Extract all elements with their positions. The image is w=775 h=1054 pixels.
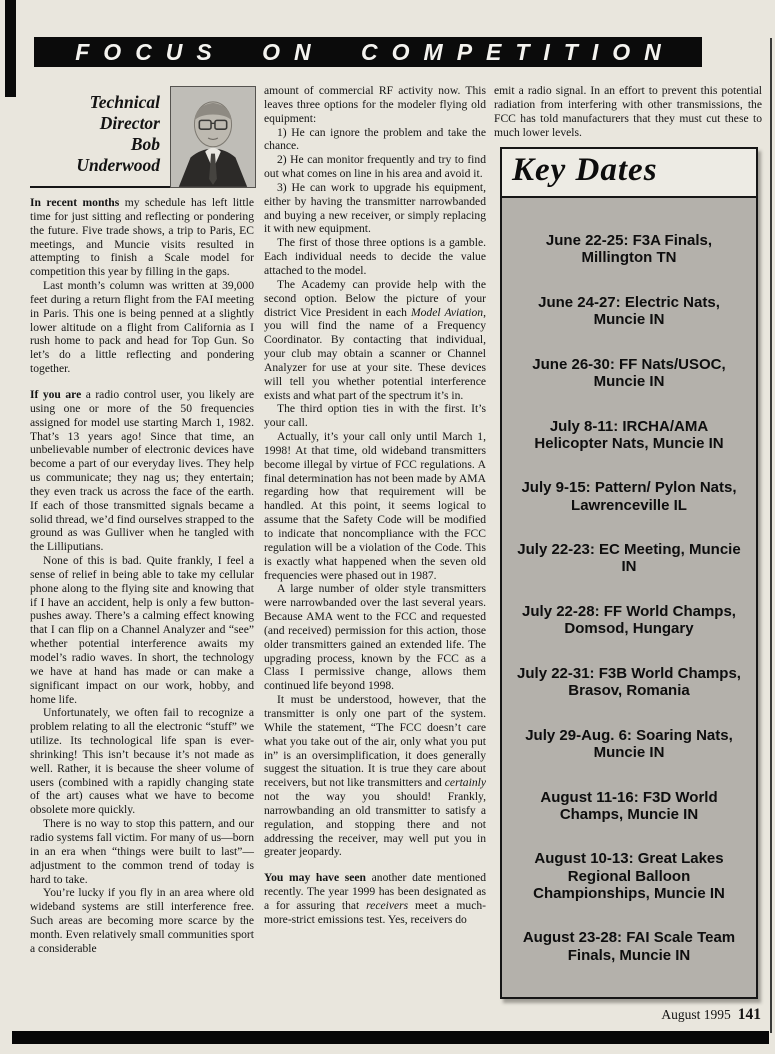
article-column-3	[494, 84, 762, 999]
key-dates-list	[502, 198, 756, 997]
article-paragraph: It must be understood, however, that the transmitter is only one part of the system. While the statement, “The FCC doesn’t care what you take out of the air, only what you put in” is an oversimplification, it does generally suggest the situation. It is true they care about receivers, but not like transmitters and certainly not the way you should! Frankly, narrowbanding an old transmitter to satisfy a regulation, and stopping there and not addressing the receiver, may well put you in greater jeopardy.	[264, 693, 486, 859]
issue-date: August 1995	[661, 1007, 731, 1022]
byline-line: Technical	[89, 92, 160, 112]
article-paragraph: Actually, it’s your call only until March 1, 1998! At that time, old wideband transmitters become illegal by virtue of FCC regulations. A final determination has not been made by AMA regarding how that requirement will be handled. At this point, it seems logical to assume that the Safety Code will be modified to indicate that noncompliance with the FCC regulation will be a violation of the Code. This is exactly what happened when the seven old frequencies were phased out in 1987.	[264, 430, 486, 582]
key-date-item: July 22-28: FF World Champs, Domsod, Hungary	[522, 603, 736, 638]
key-dates-title: Key Dates	[512, 152, 658, 189]
article-list-item: 1) He can ignore the problem and take the chance.	[264, 125, 486, 153]
left-edge-bar	[5, 0, 16, 97]
right-edge-line	[770, 38, 772, 1033]
key-date-item: August 23-28: FAI Scale Team Finals, Muncie IN	[522, 929, 736, 964]
byline-line: Underwood	[76, 155, 160, 175]
byline-line: Bob	[130, 134, 160, 154]
article-list-item: 3) He can work to upgrade his equipment, either by having the transmitter narrowbanded and buying a new receiver, or simply replacing it with new equipment.	[264, 180, 486, 236]
page-footer	[661, 1006, 761, 1024]
article-paragraph: emit a radio signal. In an effort to prevent this potential radiation from interfering with other transmissions, the FCC has told manufacturers that they must cut these to much lower levels.	[494, 84, 762, 139]
key-dates-panel	[500, 147, 758, 999]
article-paragraph: You may have seen another date mentioned recently. The year 1999 has been designated as a for assuring that receivers meet a much-more-strict emissions test. Yes, receivers do	[264, 871, 486, 926]
article-paragraph: In recent months my schedule has left little time for just sitting and reflecting or pondering the future. Five trade shows, a trip to Paris, EC meetings, and Muncie visits resulted in attempting to finish a Scale model for competition this year by filling in the gaps.	[30, 196, 254, 279]
article-paragraph: The Academy can provide help with the second option. Below the picture of your district Vice President in each Model Aviation, you will find the name of a Frequency Coordinator. By contacting that individual, your club may obtain a scanner or Channel Analyzer for use at your site. These devices will tell you whether potential interference exists and what part of the spectrum it’s in.	[264, 277, 487, 402]
article-paragraph: Unfortunately, we often fail to recognize a problem relating to all the electronic “stuff” we utilize. Its technological life span is ever-shrinking! This isn’t because it’s not made as well. Rather, it is because the sheer volume of users (combined with a rapidly changing state of the art) causes what we have to become obsolete more quickly.	[30, 706, 254, 817]
key-date-item: June 24-27: Electric Nats, Muncie IN	[538, 293, 720, 328]
key-date-item: July 29-Aug. 6: Soaring Nats, Muncie IN	[525, 726, 733, 761]
section-header-bar	[34, 37, 702, 67]
key-date-item: July 9-15: Pattern/ Pylon Nats, Lawrenceville IL	[521, 479, 737, 514]
key-date-item: July 22-31: F3B World Champs, Brasov, Romania	[517, 664, 741, 700]
bottom-edge-bar	[12, 1031, 769, 1044]
key-date-item: August 10-13: Great Lakes Regional Balloon Championships, Muncie IN	[533, 850, 725, 902]
article-paragraph: A large number of older style transmitters were narrowbanded over the last several years. Because AMA went to the FCC and requested (and received) permission for this action, those older transmitters gained an extended life. The upgrading process, known by the FCC as a Class I permissive change, allows them continued life beyond 1998.	[264, 582, 486, 693]
byline-box	[30, 86, 256, 188]
author-photo	[170, 86, 256, 188]
article-column-2	[264, 84, 486, 927]
article-column-1	[30, 196, 254, 956]
article-paragraph: Last month’s column was written at 39,000 feet during a return flight from the FAI meeting in Paris. This one is being penned at a slightly lower altitude on a flight from California as I rush home to pack and head for Top Gun. So let’s do a little reflecting and pondering together.	[30, 279, 254, 376]
page-number: 141	[737, 1006, 761, 1023]
key-date-item: August 11-16: F3D World Champs, Muncie IN	[540, 788, 718, 823]
article-paragraph: None of this is bad. Quite frankly, I feel a sense of relief in being able to take my cellular phone along to the flying site and knowing that if I have an accident, help is only a few button-pushes away. There’s a calming effect knowing that I can flip on a Channel Analyzer and “see” whether potential interference awaits my model’s radio waves. In short, the technology we have at hand has made or can make a significant impact on our work, hobby, and home life.	[30, 554, 254, 706]
key-dates-title-strip	[502, 149, 756, 198]
key-date-item: June 22-25: F3A Finals, Millington TN	[545, 232, 713, 267]
article-paragraph: You’re lucky if you fly in an area where old wideband systems are still interference free. Such areas are becoming more scarce by the month. Even relatively small communities sport a considerable	[30, 886, 254, 955]
article-paragraph: If you are a radio control user, you likely are using one or more of the 50 frequencies assigned for model use starting March 1, 1982. That’s 13 years ago! Since that time, an unbelievable number of electronic devices have become a part of our everyday lives. They help us communicate; they nag us; they entertain; they even track us across the face of the earth. If each of those transmitted signals became a solid thread, we’d find ourselves strapped to the ground as was Gulliver when he tangled with the Lilliputians.	[30, 387, 254, 554]
byline-line: Director	[99, 113, 160, 133]
section-title: FOCUS ON COMPETITION	[75, 38, 675, 65]
key-date-item: July 8-11: IRCHA/AMA Helicopter Nats, Muncie IN	[534, 417, 724, 452]
key-date-item: June 26-30: FF Nats/USOC, Muncie IN	[532, 355, 726, 390]
article-paragraph: The third option ties in with the first. It’s your call.	[264, 402, 486, 430]
article-paragraph: amount of commercial RF activity now. This leaves three options for the modeler flying old equipment:	[264, 84, 486, 125]
article-paragraph: The first of those three options is a gamble. Each individual needs to decide the value attached to the model.	[264, 236, 486, 277]
article-list-item: 2) He can monitor frequently and try to find out what comes on line in his area and avoid it.	[264, 153, 486, 181]
article-paragraph: There is no way to stop this pattern, and our radio systems fall victim. For many of us—born in an era when “things were built to last”—adjustment to the common trend of today is hard to take.	[30, 817, 254, 886]
byline	[30, 86, 170, 188]
key-date-item: July 22-23: EC Meeting, Muncie IN	[517, 541, 741, 576]
